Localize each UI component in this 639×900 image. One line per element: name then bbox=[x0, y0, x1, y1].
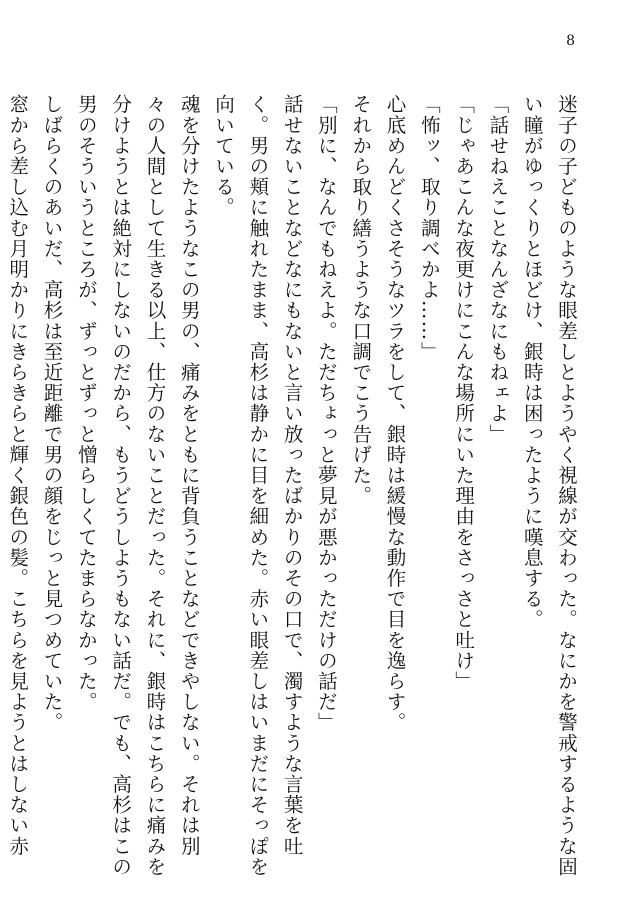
text-line: 分けようとは絶対にしないのだから、もうどうしようもない話だ。でも、高杉はこの bbox=[109, 94, 133, 877]
text-line: しばらくのあいだ、高杉は至近距離で男の顔をじっと見つめていた。 bbox=[40, 94, 64, 733]
page-number: 8 bbox=[566, 33, 575, 49]
text-line: 迷子の子どものような眼差しとようやく視線が交わった。なにかを警戒するような固 bbox=[555, 94, 578, 877]
text-line: 「じゃあこんな夜更けにこんな場所にいた理由をさっさと吐け」 bbox=[452, 94, 476, 692]
text-line: 「怖ッ、取り調べかよ……」 bbox=[417, 94, 441, 362]
text-line: 向いている。 bbox=[212, 94, 236, 218]
text-line: 々の人間として生きる以上、仕方のないことだった。それに、銀時はこちらに痛みを bbox=[143, 94, 167, 877]
text-line: 男のそういうところが、ずっとずっと憎らしくてたまらなかった。 bbox=[74, 94, 98, 712]
text-line: それから取り繕うような口調でこう告げた。 bbox=[349, 94, 373, 506]
text-line: 心底めんどくさそうなツラをして、銀時は緩慢な動作で目を逸らす。 bbox=[383, 94, 407, 733]
text-line: 魂を分けたようなこの男の、痛みをともに背負うことなどできやしない。それは別 bbox=[177, 94, 201, 857]
text-line: 「別に、なんでもねえよ。ただちょっと夢見が悪かっただけの話だ」 bbox=[314, 94, 338, 733]
text-line: 窓から差し込む月明かりにきらきらと輝く銀色の髪。こちらを見ようとはしない赤 bbox=[6, 94, 30, 857]
text-line: 話せないことなどなにもないと言い放ったばかりのその口で、濁すような言葉を吐 bbox=[280, 94, 304, 857]
text-line: く。男の頬に触れたまま、高杉は静かに目を細めた。赤い眼差しはいまだにそっぽを bbox=[246, 94, 270, 877]
text-line: い瞳がゆっくりとほどけ、銀時は困ったように嘆息する。 bbox=[520, 94, 544, 630]
text-line: 「話せねえことなんざなにもねェよ」 bbox=[486, 94, 510, 445]
body-text bbox=[0, 94, 583, 877]
